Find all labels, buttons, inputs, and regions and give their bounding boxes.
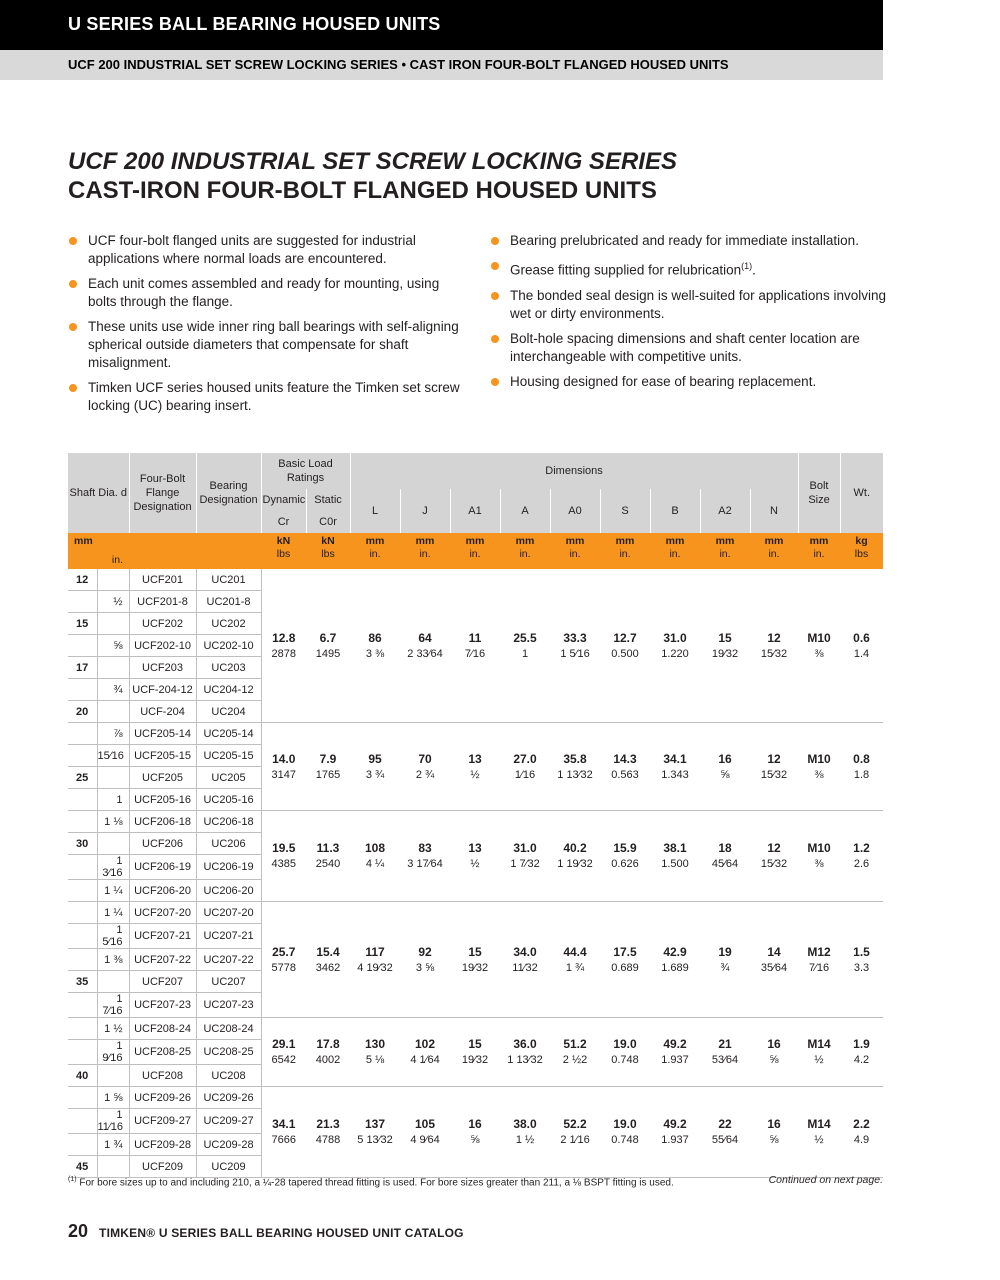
value-L: 86 3 ⅜ — [350, 569, 400, 723]
list-item: Bolt-hole spacing dimensions and shaft center location are interchangeable with competitive units. — [490, 330, 890, 366]
shaft-mm: 15 — [68, 613, 97, 635]
flange-designation: UCF206-18 — [129, 811, 196, 833]
bullet-dot-icon — [69, 323, 77, 331]
flange-designation: UCF208 — [129, 1065, 196, 1087]
value-L: 95 3 ¾ — [350, 723, 400, 811]
shaft-in: 1 ¼ — [97, 880, 129, 902]
shaft-mm — [68, 635, 97, 657]
bullet-dot-icon — [491, 292, 499, 300]
value-L: 130 5 ⅛ — [350, 1018, 400, 1087]
bearing-designation: UC206-18 — [196, 811, 261, 833]
bearing-designation: UC202-10 — [196, 635, 261, 657]
value-J: 64 2 33⁄64 — [400, 569, 450, 723]
bearing-designation: UC206-20 — [196, 880, 261, 902]
shaft-mm — [68, 855, 97, 880]
table-row — [68, 902, 883, 924]
list-item: UCF four-bolt flanged units are suggested for industrial applications where normal loads are encountered. — [68, 232, 463, 268]
bullet-dot-icon — [491, 262, 499, 270]
value-A0: 35.8 1 13⁄32 — [550, 723, 600, 811]
shaft-in: 1 ⅝ — [97, 1087, 129, 1109]
value-J: 70 2 ¾ — [400, 723, 450, 811]
value-weight: 1.9 4.2 — [840, 1018, 883, 1087]
shaft-in — [97, 569, 129, 591]
flange-designation: UCF209 — [129, 1156, 196, 1178]
bearing-designation: UC205-14 — [196, 723, 261, 745]
header-bearing-designation: Bearing Designation — [196, 453, 261, 533]
shaft-in: 1 ¾ — [97, 1134, 129, 1156]
value-A0: 51.2 2 ½2 — [550, 1018, 600, 1087]
shaft-mm: 45 — [68, 1156, 97, 1178]
value-N: 16 ⅝ — [750, 1087, 798, 1178]
flange-designation: UCF205 — [129, 767, 196, 789]
header-A0: A0 — [550, 489, 600, 533]
bearing-designation: UC207 — [196, 971, 261, 993]
list-item: Bearing prelubricated and ready for immediate installation. — [490, 232, 890, 250]
flange-designation: UCF209-26 — [129, 1087, 196, 1109]
feature-list-left — [68, 232, 463, 422]
shaft-mm — [68, 591, 97, 613]
flange-designation: UCF202-10 — [129, 635, 196, 657]
table-row — [68, 723, 883, 745]
page-number: 20 — [68, 1221, 89, 1241]
value-A: 36.0 1 13⁄32 — [500, 1018, 550, 1087]
shaft-mm: 17 — [68, 657, 97, 679]
shaft-mm — [68, 949, 97, 971]
flange-designation: UCF206 — [129, 833, 196, 855]
value-cor: 7.9 1765 — [306, 723, 350, 811]
bearing-designation: UC204 — [196, 701, 261, 723]
header-static: Static — [306, 489, 350, 511]
bullet-dot-icon — [69, 384, 77, 392]
shaft-mm: 20 — [68, 701, 97, 723]
shaft-mm: 35 — [68, 971, 97, 993]
table-row — [68, 569, 883, 591]
page-title-line1: UCF 200 INDUSTRIAL SET SCREW LOCKING SERIES — [68, 148, 677, 175]
shaft-mm — [68, 902, 97, 924]
value-S: 14.3 0.563 — [600, 723, 650, 811]
value-L: 108 4 ¼ — [350, 811, 400, 902]
dimension-table — [68, 453, 883, 1178]
list-item: These units use wide inner ring ball bearings with self-aligning spherical outside diameters that compensate for shaft misalignment. — [68, 318, 463, 372]
shaft-mm — [68, 924, 97, 949]
flange-designation: UCF-204 — [129, 701, 196, 723]
flange-designation: UCF206-20 — [129, 880, 196, 902]
value-B: 38.1 1.500 — [650, 811, 700, 902]
value-S: 17.5 0.689 — [600, 902, 650, 1018]
header-J: J — [400, 489, 450, 533]
value-B: 34.1 1.343 — [650, 723, 700, 811]
flange-designation: UCF-204-12 — [129, 679, 196, 701]
value-cor: 15.4 3462 — [306, 902, 350, 1018]
value-weight: 1.2 2.6 — [840, 811, 883, 902]
value-A1: 13 ½ — [450, 811, 500, 902]
bearing-designation: UC201-8 — [196, 591, 261, 613]
flange-designation: UCF207-20 — [129, 902, 196, 924]
value-A0: 33.3 1 5⁄16 — [550, 569, 600, 723]
bearing-designation: UC208-25 — [196, 1040, 261, 1065]
bearing-designation: UC207-21 — [196, 924, 261, 949]
flange-designation: UCF207-22 — [129, 949, 196, 971]
header-cr: Cr — [261, 511, 306, 533]
shaft-mm — [68, 723, 97, 745]
value-cor: 21.3 4788 — [306, 1087, 350, 1178]
shaft-in: 1 ⅛ — [97, 811, 129, 833]
value-A1: 15 19⁄32 — [450, 902, 500, 1018]
shaft-mm: 25 — [68, 767, 97, 789]
flange-designation: UCF209-27 — [129, 1109, 196, 1134]
shaft-mm — [68, 679, 97, 701]
flange-designation: UCF209-28 — [129, 1134, 196, 1156]
header-B: B — [650, 489, 700, 533]
value-bolt-size: M10 ⅜ — [798, 811, 840, 902]
bearing-designation: UC208-24 — [196, 1018, 261, 1040]
shaft-in: ½ — [97, 591, 129, 613]
value-cr: 14.0 3147 — [261, 723, 306, 811]
value-A2: 16 ⅝ — [700, 723, 750, 811]
shaft-in: 1 3⁄16 — [97, 855, 129, 880]
value-A1: 15 19⁄32 — [450, 1018, 500, 1087]
list-item: Each unit comes assembled and ready for mounting, using bolts through the flange. — [68, 275, 463, 311]
value-J: 92 3 ⅝ — [400, 902, 450, 1018]
shaft-mm — [68, 880, 97, 902]
page-title — [68, 147, 677, 205]
list-item: Timken UCF series housed units feature the Timken set screw locking (UC) bearing insert. — [68, 379, 463, 415]
value-bolt-size: M10 ⅜ — [798, 723, 840, 811]
series-header-bar — [0, 0, 883, 50]
bearing-designation: UC206-19 — [196, 855, 261, 880]
value-B: 42.9 1.689 — [650, 902, 700, 1018]
value-bolt-size: M14 ½ — [798, 1087, 840, 1178]
shaft-mm — [68, 1109, 97, 1134]
flange-designation: UCF203 — [129, 657, 196, 679]
flange-designation: UCF205-14 — [129, 723, 196, 745]
value-S: 19.0 0.748 — [600, 1087, 650, 1178]
value-A1: 16 ⅝ — [450, 1087, 500, 1178]
shaft-mm — [68, 1040, 97, 1065]
bearing-designation: UC205 — [196, 767, 261, 789]
shaft-in: 1 9⁄16 — [97, 1040, 129, 1065]
flange-designation: UCF208-25 — [129, 1040, 196, 1065]
value-B: 49.2 1.937 — [650, 1087, 700, 1178]
shaft-in — [97, 1156, 129, 1178]
footnote-text: For bore sizes up to and including 210, a ¼-28 tapered thread fitting is used. For bore sizes greater than 211, a ⅛ BSPT fitting is used. — [79, 1177, 674, 1189]
shaft-in — [97, 971, 129, 993]
shaft-mm — [68, 1134, 97, 1156]
flange-designation: UCF205-16 — [129, 789, 196, 811]
footnote-mark: (1) — [68, 1176, 77, 1183]
shaft-in — [97, 833, 129, 855]
value-A2: 21 53⁄64 — [700, 1018, 750, 1087]
value-J: 105 4 9⁄64 — [400, 1087, 450, 1178]
header-A1: A1 — [450, 489, 500, 533]
shaft-in — [97, 701, 129, 723]
shaft-mm — [68, 745, 97, 767]
value-cr: 34.1 7666 — [261, 1087, 306, 1178]
table-row — [68, 811, 883, 833]
value-S: 12.7 0.500 — [600, 569, 650, 723]
value-A0: 52.2 2 1⁄16 — [550, 1087, 600, 1178]
bullet-dot-icon — [491, 335, 499, 343]
bullet-dot-icon — [491, 378, 499, 386]
shaft-mm: 30 — [68, 833, 97, 855]
header-weight: Wt. — [840, 453, 883, 533]
header-cor: C0r — [306, 511, 350, 533]
series-subheader-bar — [0, 50, 883, 80]
value-N: 12 15⁄32 — [750, 569, 798, 723]
catalog-name: TIMKEN® U SERIES BALL BEARING HOUSED UNIT CATALOG — [99, 1226, 464, 1240]
bullet-dot-icon — [491, 237, 499, 245]
value-A: 31.0 1 7⁄32 — [500, 811, 550, 902]
bearing-designation: UC207-23 — [196, 993, 261, 1018]
shaft-mm — [68, 1087, 97, 1109]
bearing-designation: UC207-20 — [196, 902, 261, 924]
value-A0: 40.2 1 19⁄32 — [550, 811, 600, 902]
flange-designation: UCF208-24 — [129, 1018, 196, 1040]
value-J: 102 4 1⁄64 — [400, 1018, 450, 1087]
value-cr: 29.1 6542 — [261, 1018, 306, 1087]
flange-designation: UCF207-21 — [129, 924, 196, 949]
bullet-dot-icon — [69, 280, 77, 288]
footnote — [68, 1176, 674, 1188]
value-cr: 12.8 2878 — [261, 569, 306, 723]
value-A: 27.0 1⁄16 — [500, 723, 550, 811]
bearing-designation: UC209 — [196, 1156, 261, 1178]
flange-designation: UCF207-23 — [129, 993, 196, 1018]
value-weight: 0.6 1.4 — [840, 569, 883, 723]
header-A2: A2 — [700, 489, 750, 533]
shaft-mm — [68, 811, 97, 833]
value-L: 137 5 13⁄32 — [350, 1087, 400, 1178]
header-flange-designation: Four-Bolt Flange Designation — [129, 453, 196, 533]
footnote-ref: (1) — [741, 261, 753, 271]
flange-designation: UCF206-19 — [129, 855, 196, 880]
page-footer — [68, 1221, 464, 1242]
value-L: 117 4 19⁄32 — [350, 902, 400, 1018]
list-item: The bonded seal design is well-suited for applications involving wet or dirty environments. — [490, 287, 890, 323]
table-row — [68, 1018, 883, 1040]
bearing-designation: UC204-12 — [196, 679, 261, 701]
shaft-in: 15⁄16 — [97, 745, 129, 767]
value-B: 49.2 1.937 — [650, 1018, 700, 1087]
value-weight: 0.8 1.8 — [840, 723, 883, 811]
value-A: 34.0 11⁄32 — [500, 902, 550, 1018]
value-A2: 18 45⁄64 — [700, 811, 750, 902]
shaft-in — [97, 767, 129, 789]
value-cr: 25.7 5778 — [261, 902, 306, 1018]
value-A0: 44.4 1 ¾ — [550, 902, 600, 1018]
value-S: 19.0 0.748 — [600, 1018, 650, 1087]
shaft-in: ⅝ — [97, 635, 129, 657]
bearing-designation: UC205-16 — [196, 789, 261, 811]
value-weight: 1.5 3.3 — [840, 902, 883, 1018]
feature-list-right — [490, 232, 890, 398]
header-shaft-dia: Shaft Dia. d — [68, 453, 129, 533]
shaft-in: 1 ¼ — [97, 902, 129, 924]
flange-designation: UCF201 — [129, 569, 196, 591]
shaft-mm: 40 — [68, 1065, 97, 1087]
shaft-in: ¾ — [97, 679, 129, 701]
list-item: Housing designed for ease of bearing replacement. — [490, 373, 890, 391]
value-bolt-size: M12 7⁄16 — [798, 902, 840, 1018]
value-B: 31.0 1.220 — [650, 569, 700, 723]
series-subtitle: UCF 200 INDUSTRIAL SET SCREW LOCKING SERIES • CAST IRON FOUR-BOLT FLANGED HOUSED UNITS — [68, 57, 729, 72]
shaft-mm — [68, 789, 97, 811]
value-weight: 2.2 4.9 — [840, 1087, 883, 1178]
bearing-designation: UC201 — [196, 569, 261, 591]
bullet-dot-icon — [69, 237, 77, 245]
value-bolt-size: M14 ½ — [798, 1018, 840, 1087]
value-N: 14 35⁄64 — [750, 902, 798, 1018]
shaft-in: ⅞ — [97, 723, 129, 745]
bearing-designation: UC209-27 — [196, 1109, 261, 1134]
bearing-designation: UC209-28 — [196, 1134, 261, 1156]
header-dynamic: Dynamic — [261, 489, 306, 511]
bearing-designation: UC203 — [196, 657, 261, 679]
flange-designation: UCF201-8 — [129, 591, 196, 613]
value-A2: 19 ¾ — [700, 902, 750, 1018]
bearing-designation: UC206 — [196, 833, 261, 855]
shaft-in — [97, 657, 129, 679]
shaft-in — [97, 613, 129, 635]
value-A2: 22 55⁄64 — [700, 1087, 750, 1178]
shaft-mm — [68, 993, 97, 1018]
value-S: 15.9 0.626 — [600, 811, 650, 902]
units-row: mm in. kN lbs kN lbs mm in. mm in. mm in. mm in. mm in. mm in. mm in. mm in. mm in. mm in. kg lbs — [68, 533, 883, 569]
header-dimensions: Dimensions — [350, 453, 798, 489]
series-title: U SERIES BALL BEARING HOUSED UNITS — [68, 14, 441, 34]
bearing-designation: UC207-22 — [196, 949, 261, 971]
shaft-in: 1 11⁄16 — [97, 1109, 129, 1134]
header-basic-load-ratings: Basic Load Ratings — [261, 453, 350, 489]
flange-designation: UCF205-15 — [129, 745, 196, 767]
list-item: Grease fitting supplied for relubrication$^{(1)}$. — [490, 257, 890, 280]
shaft-in: 1 — [97, 789, 129, 811]
value-cr: 19.5 4385 — [261, 811, 306, 902]
page-title-line2: CAST-IRON FOUR-BOLT FLANGED HOUSED UNITS — [68, 177, 657, 204]
shaft-in — [97, 1065, 129, 1087]
bearing-designation: UC209-26 — [196, 1087, 261, 1109]
shaft-in: 1 7⁄16 — [97, 993, 129, 1018]
value-N: 12 15⁄32 — [750, 811, 798, 902]
value-cor: 11.3 2540 — [306, 811, 350, 902]
shaft-mm — [68, 1018, 97, 1040]
value-A1: 13 ½ — [450, 723, 500, 811]
shaft-in: 1 ½ — [97, 1018, 129, 1040]
value-N: 12 15⁄32 — [750, 723, 798, 811]
value-N: 16 ⅝ — [750, 1018, 798, 1087]
header-L: L — [350, 489, 400, 533]
value-bolt-size: M10 ⅜ — [798, 569, 840, 723]
header-A: A — [500, 489, 550, 533]
header-S: S — [600, 489, 650, 533]
table-row — [68, 1087, 883, 1109]
value-A: 38.0 1 ½ — [500, 1087, 550, 1178]
shaft-in: 1 ⅜ — [97, 949, 129, 971]
value-A1: 11 7⁄16 — [450, 569, 500, 723]
flange-designation: UCF202 — [129, 613, 196, 635]
value-cor: 17.8 4002 — [306, 1018, 350, 1087]
header-N: N — [750, 489, 798, 533]
bearing-designation: UC205-15 — [196, 745, 261, 767]
flange-designation: UCF207 — [129, 971, 196, 993]
bearing-designation: UC208 — [196, 1065, 261, 1087]
header-bolt-size: Bolt Size — [798, 453, 840, 533]
value-A2: 15 19⁄32 — [700, 569, 750, 723]
value-A: 25.5 1 — [500, 569, 550, 723]
value-cor: 6.7 1495 — [306, 569, 350, 723]
continued-note: Continued on next page. — [768, 1174, 883, 1186]
value-J: 83 3 17⁄64 — [400, 811, 450, 902]
shaft-in: 1 5⁄16 — [97, 924, 129, 949]
shaft-mm: 12 — [68, 569, 97, 591]
bearing-designation: UC202 — [196, 613, 261, 635]
